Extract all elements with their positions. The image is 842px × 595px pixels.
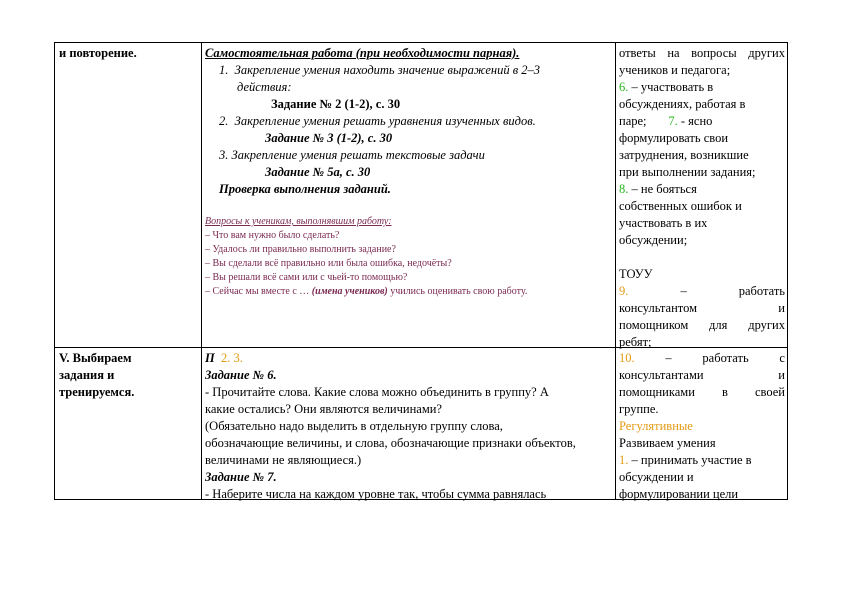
regulative-heading: Регулятивные [619,419,693,433]
skill-line: формулировать свои [619,131,729,145]
activity-cell-1 [205,45,611,299]
activity-cell-2 [205,350,611,503]
skill-line: участвовать в их [619,216,708,230]
task-6-note: (Обязательно надо выделить в отдельную группу слова, [205,419,503,433]
column-divider-2 [615,43,616,499]
skill-line: формулировании цели [619,487,739,501]
skill-8: 8. – не бояться [619,182,697,196]
independent-work-heading: Самостоятельная работа (при необходимости парная). [205,46,520,60]
task-7-text: - Наберите числа на каждом уровне так, чтобы сумма равнялась [205,487,547,501]
skill-6: 6. – участвовать в [619,80,714,94]
skill-line: ребят; [619,335,652,349]
item-3: 3. Закрепление умения решать текстовые задачи [219,148,485,162]
check-heading: Проверка выполнения заданий. [219,182,391,196]
student-names-placeholder: (имена учеников) [311,286,388,297]
skill-line: консультантом и [619,301,785,315]
skill-line: консультантами и [619,368,785,382]
task-6-note: величинами не являющиеся.) [205,453,362,467]
stage-title-line: V. Выбираем [59,351,132,365]
skill-line: затруднения, возникшие [619,148,749,162]
skill-9: 9. – работать [619,284,785,298]
skills-cell-1 [619,45,785,351]
item-1: 1. Закрепление умения находить значение выражений в 2–3 [219,63,541,77]
item-1-continuation: действия: [237,80,292,94]
question-2: – Удалось ли правильно выполнить задание? [205,244,396,255]
item-2: 2. Закрепление умения решать уравнения изученных видов. [219,114,536,128]
develop-skills-heading: Развиваем умения [619,436,716,450]
lesson-table [54,42,788,500]
stage-title-line: задания и [59,368,115,382]
lead-line: П 2. 3. [205,351,243,365]
skill-line: помощниками в своей [619,385,785,399]
stage-cell-1 [59,45,197,62]
skill-line: собственных ошибок и [619,199,742,213]
task-6-note: обозначающие величины, и слова, обозначающие признаки объектов, [205,436,576,450]
skill-1: 1. – принимать участие в [619,453,752,467]
skill-line: обсуждении и [619,470,694,484]
question-4: – Вы решали всё сами или с чьей-то помощью? [205,272,408,283]
question-5: – Сейчас мы вместе с … (имена учеников) учились оценивать свою работу. [205,286,528,297]
skill-line: обсуждении; [619,233,688,247]
skill-line: группе. [619,402,659,416]
skill-line: обсуждениях, работая в [619,97,746,111]
questions-title: Вопросы к ученикам, выполнявшим работу: [205,216,392,227]
task-6-text: - Прочитайте слова. Какие слова можно объединить в группу? А [205,385,549,399]
skill-line: при выполнении задания; [619,165,756,179]
question-3: – Вы сделали всё правильно или была ошибка, недочёты? [205,258,452,269]
task-7-heading: Задание № 7. [205,470,277,484]
skill-10: 10. – работать с [619,351,785,365]
task-3: Задание № 3 (1-2), с. 30 [265,131,393,145]
skill-line: помощником для других [619,318,785,332]
task-6-text: какие остались? Они являются величинами? [205,402,442,416]
skills-cell-2 [619,350,785,503]
skill-line: учеников и педагога; [619,63,731,77]
task-6-heading: Задание № 6. [205,368,277,382]
question-1: – Что вам нужно было сделать? [205,230,340,241]
task-5a: Задание № 5а, с. 30 [265,165,371,179]
skill-line: ответы на вопросы других [619,46,785,60]
stage-title-continued: и повторение. [59,46,137,60]
stage-cell-2 [59,350,197,401]
column-divider-1 [201,43,202,499]
touu-heading: ТОУУ [619,267,653,281]
task-2: Задание № 2 (1-2), с. 30 [271,97,401,111]
stage-title-line: тренируемся. [59,385,135,399]
skill-7: паре; 7. - ясно [619,114,713,128]
